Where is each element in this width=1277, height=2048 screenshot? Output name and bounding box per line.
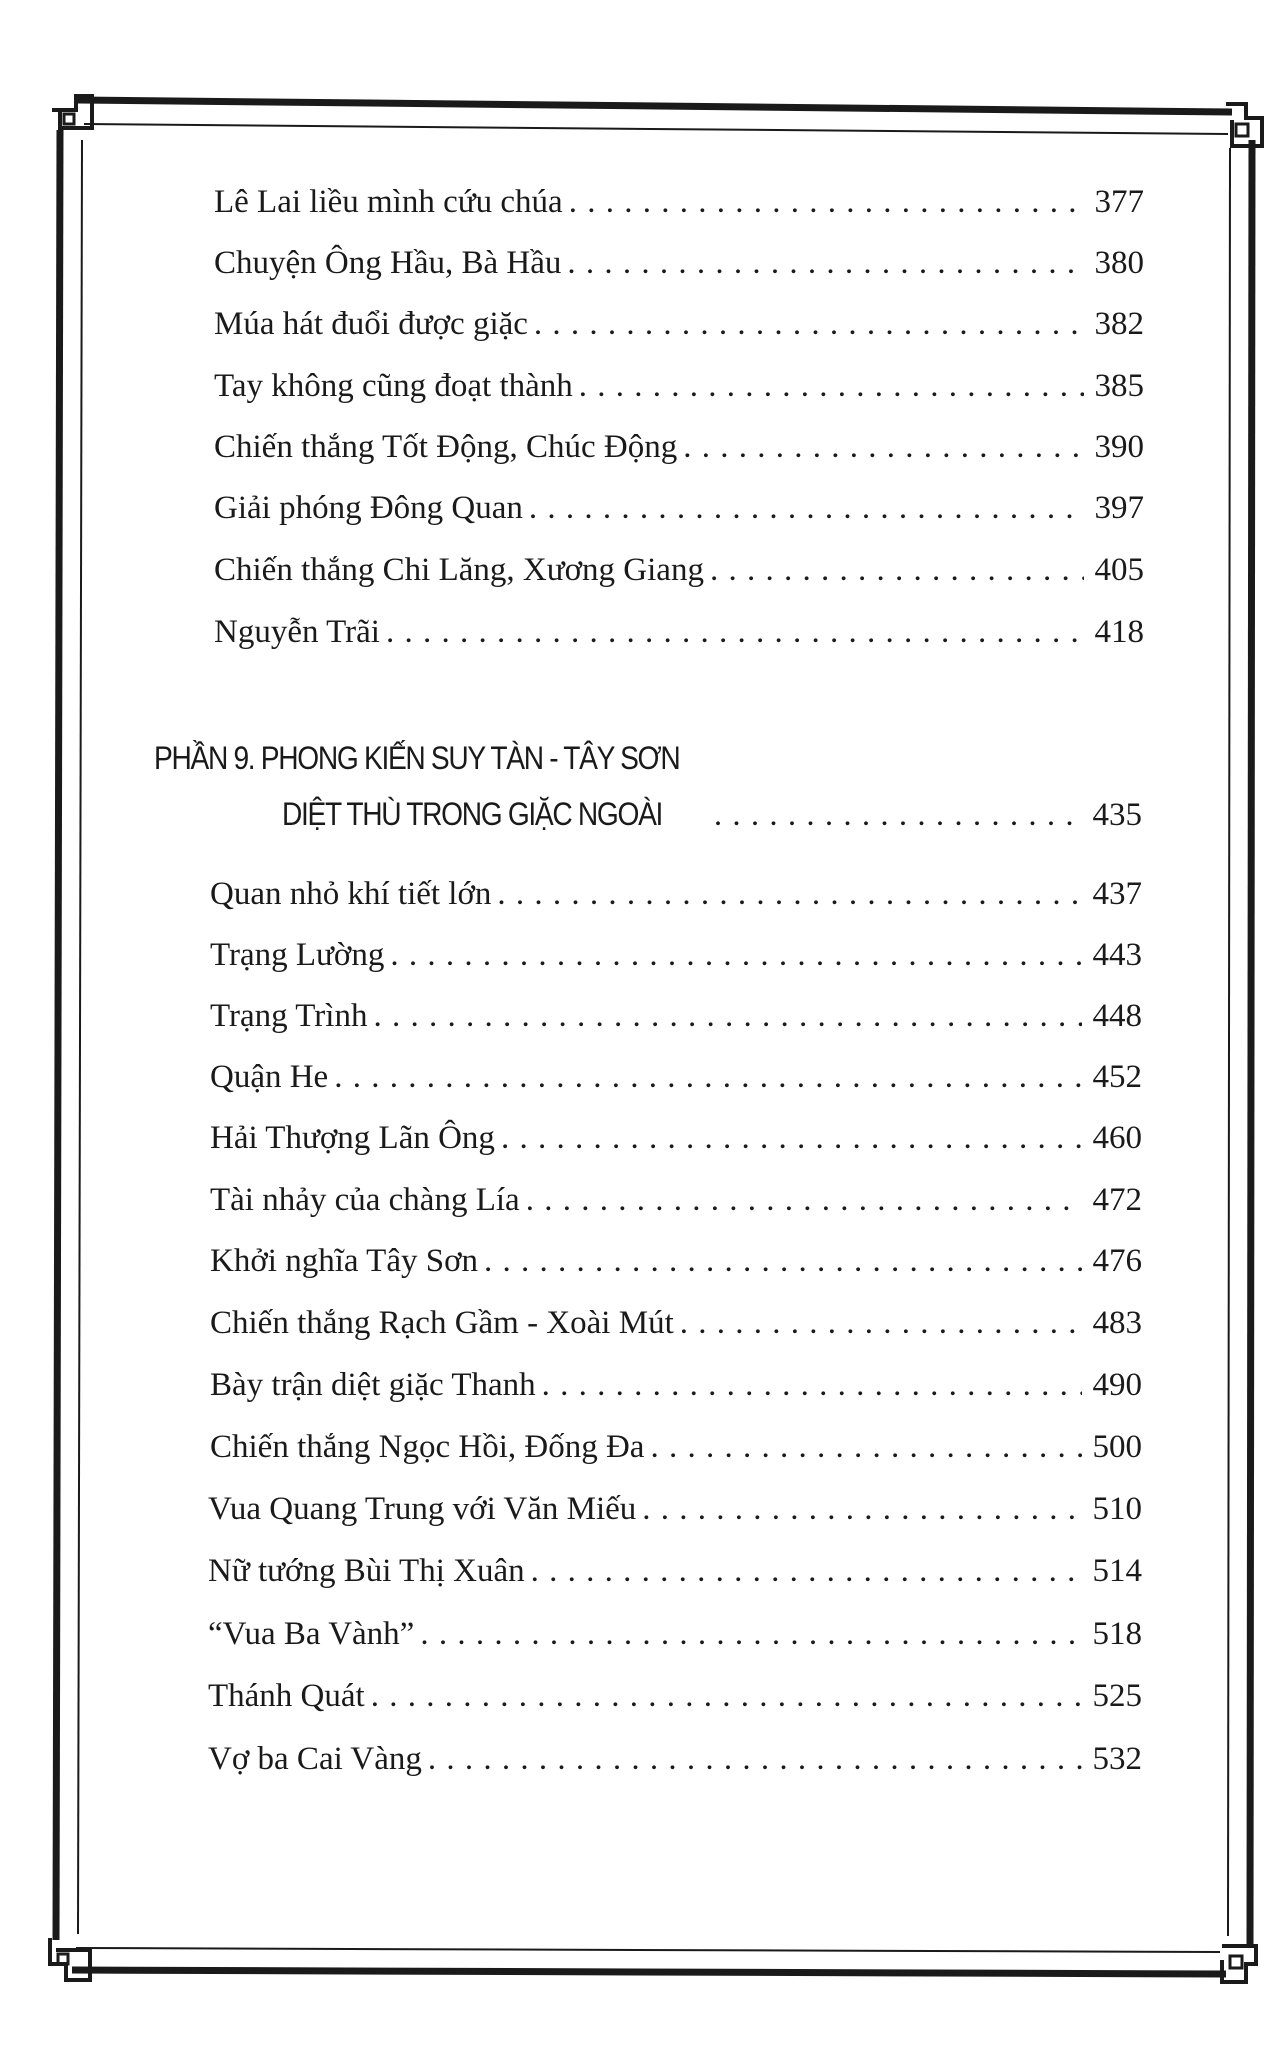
dot-leader: [501, 1118, 1082, 1158]
dot-leader: [428, 1739, 1082, 1779]
toc-entry-page: 500: [1092, 1429, 1142, 1465]
toc-entry-title: Chiến thắng Chi Lăng, Xương Giang: [214, 552, 704, 588]
toc-entry: [208, 1489, 1142, 1529]
toc-entry-title: Lê Lai liều mình cứu chúa: [214, 184, 563, 220]
toc-entry-title: Quận He: [210, 1059, 329, 1095]
toc-entry: [214, 366, 1144, 406]
dot-leader: [334, 1057, 1082, 1097]
dot-leader: [373, 996, 1082, 1036]
dot-leader: [710, 550, 1084, 590]
toc-entry-page: 472: [1092, 1182, 1142, 1218]
dot-leader: [484, 1241, 1082, 1281]
toc-entry-title: Giải phóng Đông Quan: [214, 490, 523, 526]
toc-entry-page: 476: [1092, 1243, 1142, 1279]
toc-entry-page: 418: [1094, 614, 1144, 650]
toc-entry: [210, 1365, 1142, 1405]
toc-entry-title: Nguyễn Trãi: [214, 614, 380, 650]
toc-entry-page: 448: [1092, 998, 1142, 1034]
part-heading-line1: PHẦN 9. PHONG KIẾN SUY TÀN - TÂY SƠN: [154, 740, 680, 776]
toc-entry: [208, 1614, 1142, 1654]
toc-entry: [214, 427, 1144, 467]
dot-leader: [420, 1614, 1082, 1654]
toc-entry-page: 514: [1092, 1553, 1142, 1589]
toc-entry-page: 460: [1092, 1120, 1142, 1156]
toc-entry: [210, 935, 1142, 975]
toc-entry-title: Tài nhảy của chàng Lía: [210, 1182, 520, 1218]
dot-leader: [642, 1489, 1082, 1529]
toc-entry: [214, 243, 1144, 283]
dot-leader: [526, 1180, 1082, 1220]
toc-entry-title: Thánh Quát: [208, 1678, 365, 1714]
dot-leader: [390, 935, 1082, 975]
toc-entry-page: 397: [1094, 490, 1144, 526]
toc-entry-title: Chiến thắng Tốt Động, Chúc Động: [214, 429, 678, 465]
toc-entry: [210, 1057, 1142, 1097]
toc-entry-page: 390: [1094, 429, 1144, 465]
dot-leader: [529, 488, 1084, 528]
toc-entry-title: Khởi nghĩa Tây Sơn: [210, 1243, 479, 1279]
toc-entry-title: Vợ ba Cai Vàng: [208, 1741, 422, 1777]
toc-entry-page: 510: [1092, 1491, 1142, 1527]
toc-entry: [210, 1118, 1142, 1158]
dot-leader: [680, 1303, 1082, 1343]
toc-entry: [210, 996, 1142, 1036]
toc-entry-title: “Vua Ba Vành”: [208, 1616, 415, 1652]
toc-entry: [210, 874, 1142, 914]
toc-entry-page: 518: [1092, 1616, 1142, 1652]
dot-leader: [534, 304, 1084, 344]
part-heading-page: 435: [1092, 797, 1142, 833]
toc-entry: [208, 1551, 1142, 1591]
dot-leader: [683, 427, 1084, 467]
dot-leader: [542, 1365, 1082, 1405]
toc-entry-page: 382: [1094, 306, 1144, 342]
toc-entry-title: Trạng Lường: [210, 937, 385, 973]
part-heading-title: DIỆT THÙ TRONG GIẶC NGOÀI: [282, 796, 663, 832]
toc-entry: [210, 1241, 1142, 1281]
toc-entry-title: Tay không cũng đoạt thành: [214, 368, 573, 404]
toc-entry: [214, 550, 1144, 590]
toc-entry-title: Múa hát đuổi được giặc: [214, 306, 528, 342]
dot-leader: [386, 612, 1084, 652]
toc-entry-page: 405: [1094, 552, 1144, 588]
toc-entry: [214, 182, 1144, 222]
toc-entry: [210, 1427, 1142, 1467]
toc-entry: [210, 1180, 1142, 1220]
toc-entry-title: Hải Thượng Lãn Ông: [210, 1120, 495, 1156]
dot-leader: [579, 366, 1084, 406]
part-heading-line2: [282, 796, 1142, 834]
toc-entry: [208, 1739, 1142, 1779]
dot-leader: [497, 874, 1082, 914]
toc-entry: [214, 488, 1144, 528]
toc-entry-page: 490: [1092, 1367, 1142, 1403]
toc-entry-title: Chuyện Ông Hầu, Bà Hầu: [214, 245, 562, 281]
toc-entry-page: 525: [1092, 1678, 1142, 1714]
dot-leader: [650, 1427, 1082, 1467]
dot-leader: [371, 1676, 1082, 1716]
toc-entry-title: Trạng Trình: [210, 998, 368, 1034]
toc-entry-page: 483: [1092, 1305, 1142, 1341]
toc-entry-title: Chiến thắng Ngọc Hồi, Đống Đa: [210, 1429, 645, 1465]
toc-entry-title: Bày trận diệt giặc Thanh: [210, 1367, 536, 1403]
toc-entry-page: 452: [1092, 1059, 1142, 1095]
toc-entry: [214, 612, 1144, 652]
toc-entry-title: Vua Quang Trung với Văn Miếu: [208, 1491, 637, 1527]
dot-leader: [567, 243, 1084, 283]
toc-entry-title: Quan nhỏ khí tiết lớn: [210, 876, 492, 912]
toc-entry-title: Nữ tướng Bùi Thị Xuân: [208, 1553, 525, 1589]
toc-entry-page: 385: [1094, 368, 1144, 404]
toc-entry-page: 532: [1092, 1741, 1142, 1777]
dot-leader: [714, 797, 1082, 834]
toc-entry: [208, 1676, 1142, 1716]
toc-entry-title: Chiến thắng Rạch Gầm - Xoài Mút: [210, 1305, 674, 1341]
toc-entry-page: 437: [1092, 876, 1142, 912]
toc-entry-page: 380: [1094, 245, 1144, 281]
dot-leader: [531, 1551, 1082, 1591]
toc-entry: [210, 1303, 1142, 1343]
toc-entry: [214, 304, 1144, 344]
toc-entry-page: 377: [1094, 184, 1144, 220]
dot-leader: [569, 182, 1084, 222]
toc-entry-page: 443: [1092, 937, 1142, 973]
